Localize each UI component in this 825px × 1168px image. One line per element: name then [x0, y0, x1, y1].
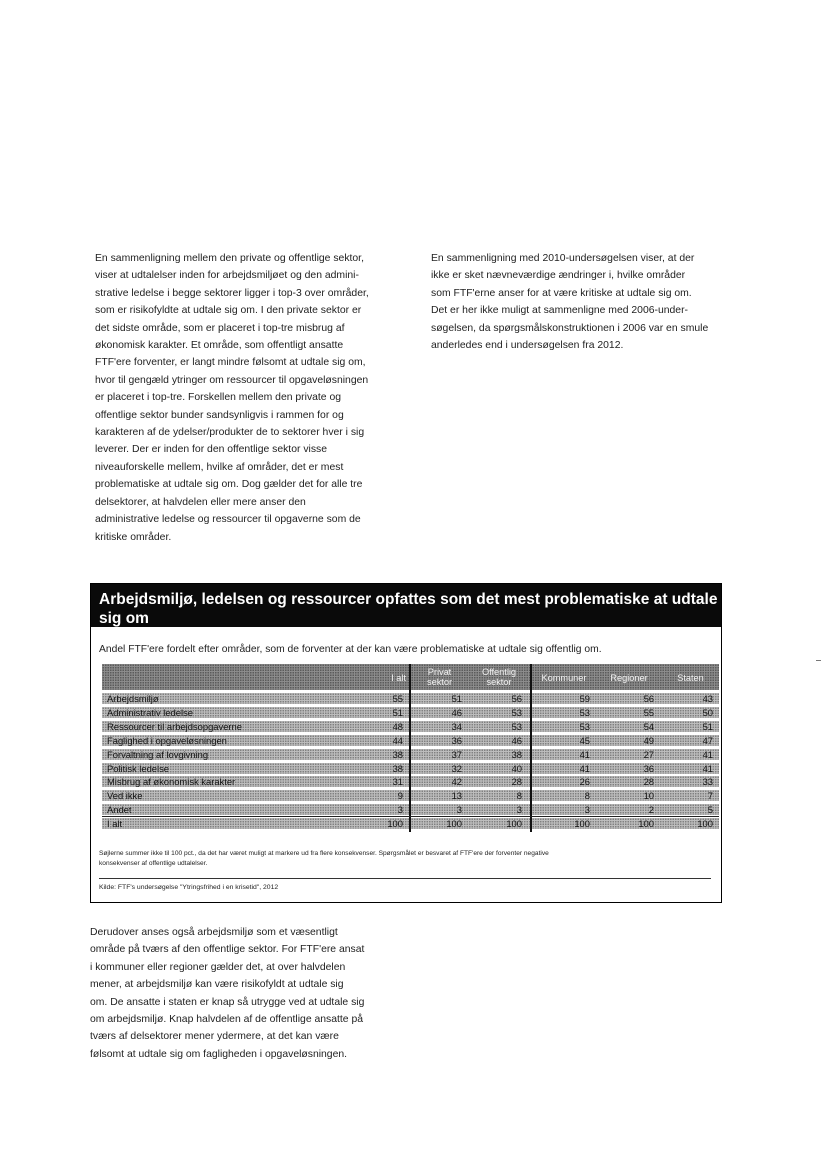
- cell-value: 41: [702, 762, 713, 774]
- text-line: område på tværs af den offentlige sektor. For FTF'ere ansat: [90, 944, 365, 956]
- text-line: som er risikofyldte at udtale sig om. I den private sektor er: [95, 305, 362, 317]
- row-label: Politisk ledelse: [107, 762, 170, 774]
- figure-box: [90, 583, 722, 903]
- column-header-line: I alt: [391, 673, 406, 683]
- cell-value: 2: [648, 804, 654, 816]
- column-header: [470, 667, 528, 687]
- cell-value: 54: [643, 720, 654, 732]
- cell-value: 3: [456, 804, 462, 816]
- cell-value: 42: [451, 776, 462, 788]
- text-line: administrative ledelse og ressourcer til opgaverne som de: [95, 514, 361, 526]
- row-label: Administrativ ledelse: [107, 706, 193, 718]
- text-line: om arbejdsmiljø. Knap halvdelen af de offentlige ansatte på: [90, 1014, 364, 1026]
- cell-value: 26: [579, 776, 590, 788]
- title-line: sig om: [99, 610, 149, 627]
- row-label: I alt: [107, 818, 123, 830]
- cell-value: 100: [697, 818, 713, 830]
- text-line: offentlige sektor bunder sandsynligvis i rammen for og: [95, 409, 344, 421]
- text-line: strative ledelse i begge sektorer ligger i top-3 over områder,: [95, 287, 369, 299]
- text-line: økonomisk karakter. Et område, som offentligt ansatte: [95, 340, 344, 352]
- column-header-line: sektor: [426, 677, 453, 687]
- cell-value: 40: [511, 762, 522, 774]
- cell-value: 41: [702, 748, 713, 760]
- title-line: Arbejdsmiljø, ledelsen og ressourcer opfattes som det mest problematiske at udtale: [99, 591, 718, 608]
- cell-value: 9: [397, 790, 403, 802]
- cell-value: 53: [511, 706, 522, 718]
- cell-value: 51: [451, 693, 462, 704]
- cell-value: 37: [451, 748, 462, 760]
- column-header-line: Kommuner: [541, 673, 587, 683]
- text-line: kritiske områder.: [95, 531, 172, 543]
- text-line: er placeret i top-tre. Forskellen mellem den private og: [95, 392, 342, 404]
- cell-value: 28: [511, 776, 522, 788]
- text-line: det sidste område, som er placeret i top-tre misbrug af: [95, 322, 345, 334]
- text-line: karakteren af de ydelser/produkter de to sektorer hver i sig: [95, 427, 365, 439]
- text-line: En sammenligning mellem den private og offentlige sektor,: [95, 253, 364, 264]
- figure-title: [91, 584, 721, 627]
- cell-value: 55: [643, 706, 654, 718]
- text-line: viser at udtalelser inden for arbejdsmiljøet og den admini-: [95, 270, 359, 282]
- cell-value: 53: [579, 706, 590, 718]
- cell-value: 43: [702, 693, 713, 704]
- total-row-rule: [102, 816, 719, 817]
- column-header-line: Offentlig: [481, 667, 517, 677]
- cell-value: 49: [643, 734, 654, 746]
- cell-value: 55: [392, 693, 403, 704]
- text-line: tværs af delsektorer mener ydermere, at det kan være: [90, 1031, 339, 1043]
- text-line: følsomt at udtale sig om fagligheden i opgaveløsningen.: [90, 1048, 348, 1060]
- cell-value: 100: [446, 818, 462, 830]
- cell-value: 36: [643, 762, 654, 774]
- cell-value: 100: [387, 818, 403, 830]
- cell-value: 38: [511, 748, 522, 760]
- cell-value: 45: [579, 734, 590, 746]
- cell-value: 34: [451, 720, 462, 732]
- cell-value: 3: [397, 804, 403, 816]
- text-line: leverer. Der er inden for den offentlige sektor visse: [95, 444, 327, 456]
- text-line: Det er her ikke muligt at sammenligne med 2006-under-: [431, 305, 689, 317]
- cell-value: 3: [584, 804, 590, 816]
- cell-value: 41: [579, 748, 590, 760]
- cell-value: 10: [643, 790, 654, 802]
- row-label: Andet: [107, 804, 132, 816]
- column-header: [532, 673, 596, 683]
- text-line: i kommuner eller regioner gælder det, at over halvdelen: [90, 961, 346, 973]
- bottom-text-paragraph: [90, 924, 390, 1063]
- text-line: delsektorer, at halvdelen eller mere anser den: [95, 496, 306, 508]
- cell-value: 50: [702, 706, 713, 718]
- note-line: konsekvenser af offentlige udtalelser.: [99, 860, 208, 867]
- cell-value: 33: [702, 776, 713, 788]
- cell-value: 38: [392, 762, 403, 774]
- row-label: Misbrug af økonomisk karakter: [107, 776, 236, 788]
- row-label: Ved ikke: [107, 790, 143, 802]
- cell-value: 3: [516, 804, 522, 816]
- cell-value: 53: [511, 720, 522, 732]
- figure-note: [99, 849, 699, 869]
- text-line: ikke er sket nævneværdige ændringer i, hvilke områder: [431, 270, 686, 282]
- cell-value: 59: [579, 693, 590, 704]
- column-header-line: Privat: [427, 667, 452, 677]
- cell-value: 36: [451, 734, 462, 746]
- cell-value: 100: [506, 818, 522, 830]
- figure-source: Kilde: FTF's undersøgelse "Ytringsfrihed i en krisetid", 2012: [99, 884, 279, 891]
- cell-value: 5: [707, 804, 713, 816]
- cell-value: 46: [511, 734, 522, 746]
- data-table: [102, 664, 719, 832]
- text-line: om. De ansatte i staten er knap så utrygge ved at udtale sig: [90, 996, 365, 1008]
- cell-value: 51: [392, 706, 403, 718]
- column-header-line: Regioner: [610, 673, 648, 683]
- cell-value: 27: [643, 748, 654, 760]
- text-line: hvor til gengæld ytringer om ressourcer til opgaveløsningen: [95, 374, 369, 386]
- cell-value: 48: [392, 720, 403, 732]
- cell-value: 100: [574, 818, 590, 830]
- cell-value: 8: [516, 790, 522, 802]
- text-line: En sammenligning med 2010-undersøgelsen viser, at der: [431, 253, 695, 264]
- column-header-line: Staten: [677, 673, 704, 683]
- row-label: Faglighed i opgaveløsningen: [107, 734, 227, 746]
- column-header: [352, 673, 406, 683]
- column-divider: [530, 664, 532, 832]
- text-line: anderledes end i undersøgelsen fra 2012.: [431, 340, 624, 352]
- figure-subtitle: Andel FTF'ere fordelt efter områder, som de forventer at der kan være problematiske at udtale sig offentlig om.: [99, 644, 602, 655]
- cell-value: 44: [392, 734, 403, 746]
- column-header: [662, 673, 719, 683]
- column-header: [598, 673, 660, 683]
- text-line: niveauforskelle mellem, hvilke af områder, det er mest: [95, 461, 344, 473]
- cell-value: 32: [451, 762, 462, 774]
- cell-value: 56: [511, 693, 522, 704]
- cell-value: 31: [392, 776, 403, 788]
- text-line: mener, at arbejdsmiljø kan være risikofyldt at udtale sig: [90, 979, 344, 991]
- cell-value: 56: [643, 693, 654, 704]
- text-line: FTF'ere forventer, er langt mindre følsomt at udtale sig om,: [95, 357, 366, 369]
- row-label: Arbejdsmiljø: [107, 693, 159, 704]
- cell-value: 38: [392, 748, 403, 760]
- row-label: Ressourcer til arbejdsopgaverne: [107, 720, 242, 732]
- edge-mark: [816, 660, 821, 661]
- note-divider: [99, 878, 711, 879]
- cell-value: 13: [451, 790, 462, 802]
- column-header-line: sektor: [486, 677, 512, 687]
- cell-value: 7: [707, 790, 713, 802]
- cell-value: 51: [702, 720, 713, 732]
- note-line: Søjlerne summer ikke til 100 pct., da det har været muligt at markere ud fra flere konsekvenser. Spørgsmålet er besvaret af FTF'ere der forventer negative: [99, 850, 549, 857]
- cell-value: 100: [638, 818, 654, 830]
- column-divider: [409, 664, 411, 832]
- row-label: Forvaltning af lovgivning: [107, 748, 209, 760]
- cell-value: 41: [579, 762, 590, 774]
- text-line: problematiske at udtale sig om. Dog gælder det for alle tre: [95, 479, 363, 491]
- text-line: søgelsen, da spørgsmålskonstruktionen i 2006 var en smule: [431, 322, 709, 334]
- cell-value: 46: [451, 706, 462, 718]
- cell-value: 53: [579, 720, 590, 732]
- left-text-column: [95, 250, 400, 546]
- right-text-column: [431, 250, 736, 354]
- text-line: som FTF'erne anser for at være kritiske at udtale sig om.: [431, 287, 692, 299]
- column-header: [411, 667, 468, 687]
- text-line: Derudover anses også arbejdsmiljø som et væsentligt: [90, 927, 338, 938]
- cell-value: 8: [584, 790, 590, 802]
- cell-value: 28: [643, 776, 654, 788]
- cell-value: 47: [702, 734, 713, 746]
